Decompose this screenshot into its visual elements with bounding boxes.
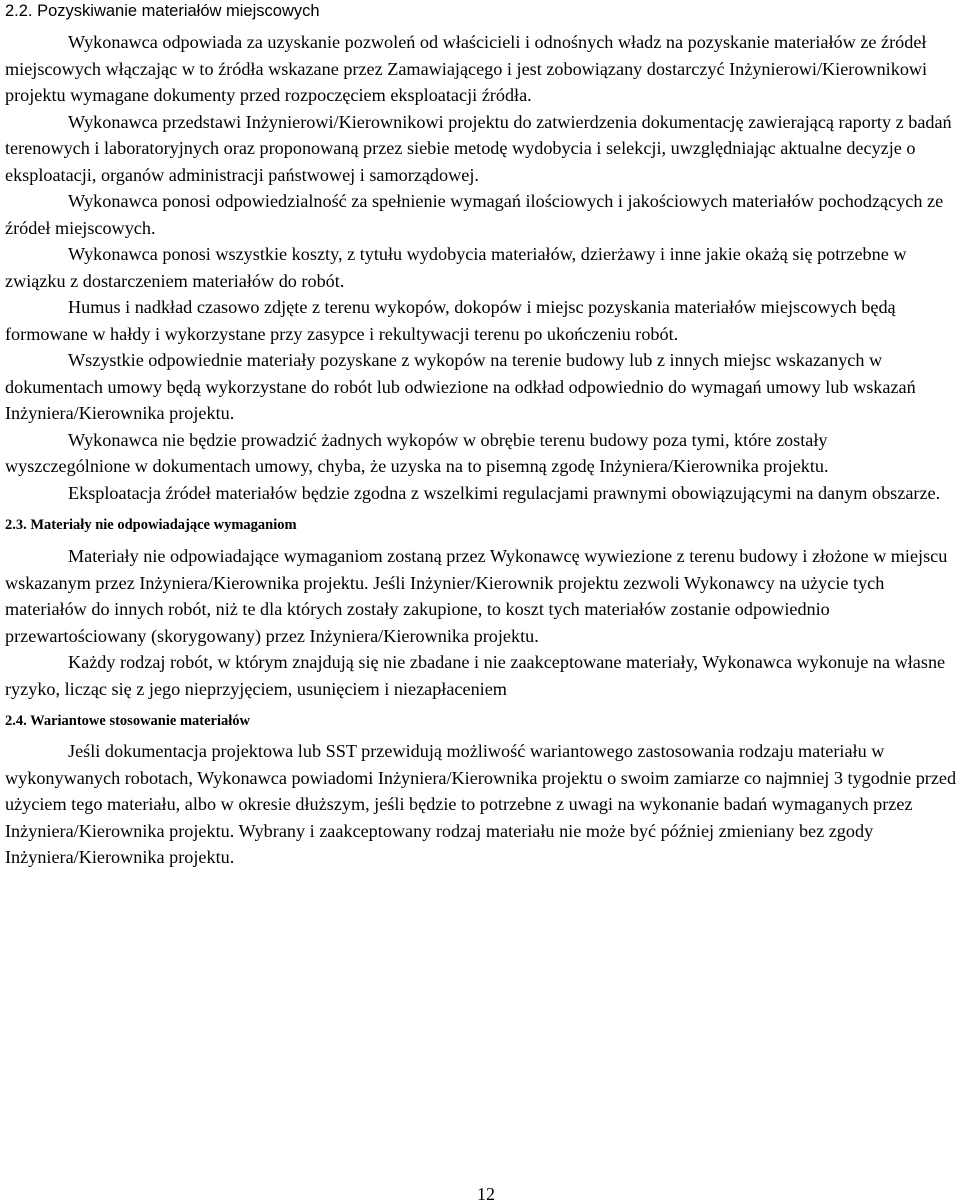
paragraph: Wykonawca odpowiada za uzyskanie pozwoleń od właścicieli i odnośnych władz na pozyskanie materiałów ze źródeł miejscowych włączając w to źródła wskazane przez Zamawiającego i jest zobowiązany dostarczyć Inżynierowi/Kierownikowi projektu wymagane dokumenty przed rozpoczęciem eksploatacji źródła. <box>5 32 928 105</box>
paragraph: Materiały nie odpowiadające wymaganiom zostaną przez Wykonawcę wywiezione z terenu budowy i złożone w miejscu wskazanym przez Inżyniera/Kierownika projektu. Jeśli Inżynier/Kierownik projektu zezwoli Wykonawcy na użycie tych materiałów do innych robót, niż te dla których zostały zakupione, to koszt tych materiałów zostanie odpowiednio przewartościowany (skorygowany) przez Inżyniera/Kierownika projektu. <box>5 546 948 646</box>
paragraph: Wykonawca ponosi wszystkie koszty, z tytułu wydobycia materiałów, dzierżawy i inne jakie okażą się potrzebne w związku z dostarczeniem materiałów do robót. <box>5 244 907 291</box>
paragraph: Jeśli dokumentacja projektowa lub SST przewidują możliwość wariantowego zastosowania rodzaju materiału w wykonywanych robotach, Wykonawca powiadomi Inżyniera/Kierownika projektu o swoim zamiarze co najmniej 3 tygodnie przed użyciem tego materiału, albo w okresie dłuższym, jeśli będzie to potrzebne z uwagi na wykonanie badań wymaganych przez Inżyniera/Kierownika projektu. Wybrany i zaakceptowany rodzaj materiału nie może być później zmieniany bez zgody Inżyniera/Kierownika projektu. <box>5 741 957 867</box>
paragraph: Wykonawca nie będzie prowadzić żadnych wykopów w obrębie terenu budowy poza tymi, które zostały wyszczególnione w dokumentach umowy, chyba, że uzyska na to pisemną zgodę Inżyniera/Kierownika projektu. <box>5 429 829 476</box>
paragraph: Wykonawca ponosi odpowiedzialność za spełnienie wymagań ilościowych i jakościowych materiałów pochodzących ze źródeł miejscowych. <box>5 191 944 238</box>
paragraph: Każdy rodzaj robót, w którym znajdują się nie zbadane i nie zaakceptowane materiały, Wykonawca wykonuje na własne ryzyko, licząc się z jego nieprzyjęciem, usunięciem i niezapłaceniem <box>5 652 946 699</box>
section-2-4 <box>5 710 957 871</box>
paragraph: Humus i nadkład czasowo zdjęte z terenu wykopów, dokopów i miejsc pozyskania materiałów miejscowych będą formowane w hałdy i wykorzystane przy zasypce i rekultywacji terenu po ukończeniu robót. <box>5 297 896 344</box>
paragraph: Eksploatacja źródeł materiałów będzie zgodna z wszelkimi regulacjami prawnymi obowiązującymi na danym obszarze. <box>68 482 941 503</box>
paragraph: Wszystkie odpowiednie materiały pozyskane z wykopów na terenie budowy lub z innych miejsc wskazanych w dokumentach umowy będą wykorzystane do robót lub odwiezione na odkład odpowiednio do wymagań umowy lub wskazań Inżyniera/Kierownika projektu. <box>5 350 916 423</box>
section-heading: 2.4. Wariantowe stosowanie materiałów <box>5 713 250 729</box>
section-2-2 <box>5 0 957 506</box>
section-heading: 2.2. Pozyskiwanie materiałów miejscowych <box>5 2 320 20</box>
section-2-3 <box>5 514 957 702</box>
section-heading: 2.3. Materiały nie odpowiadające wymaganiom <box>5 517 297 533</box>
page-number: 12 <box>477 1184 495 1204</box>
page-content <box>5 0 957 871</box>
paragraph: Wykonawca przedstawi Inżynierowi/Kierownikowi projektu do zatwierdzenia dokumentację zawierającą raporty z badań terenowych i laboratoryjnych oraz proponowaną przez siebie metodę wydobycia i selekcji, uwzględniając aktualne decyzje o eksploatacji, organów administracji państwowej i samorządowej. <box>5 111 952 185</box>
